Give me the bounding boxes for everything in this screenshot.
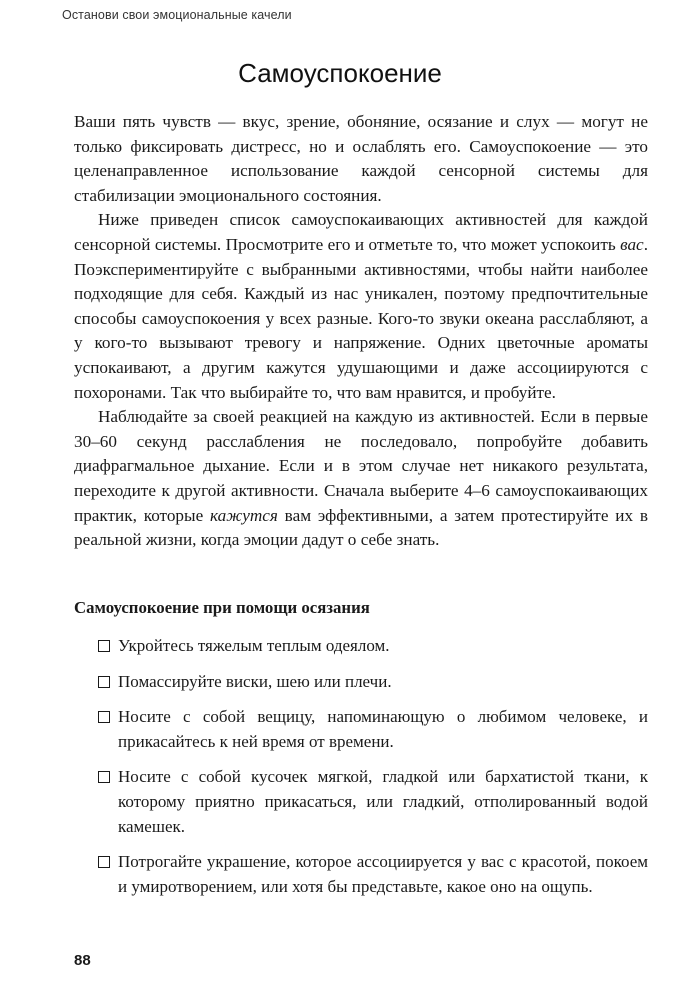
checklist: [96, 634, 648, 910]
paragraph: Наблюдайте за своей реакцией на каждую из активностей. Если в первые 30–60 секунд расслабления не последовало, попробуйте добавить диафрагмальное дыхание. Если и в этом случае нет никакого результата, переходите к другой активности. Сначала выберите 4–6 самоуспокаивающих практик, которые кажутся вам эффективными, а затем протестируйте их в реальной жизни, когда эмоции дадут о себе знать.: [74, 407, 648, 550]
emphasis: вас: [620, 234, 644, 254]
paragraph: Ваши пять чувств — вкус, зрение, обоняние, осязание и слух — могут не только фиксировать дистресс, но и ослаблять его. Самоуспокоение — это целенаправленное использование каждой сенсорной системы для стабилизации эмоционального состояния.: [74, 112, 648, 205]
paragraph: Ниже приведен список самоуспокаивающих активностей для каждой сенсорной системы. Просмотрите его и отметьте то, что может успокоить вас. Поэкспериментируйте с выбранными активностями, чтобы найти наиболее подходящие для себя. Каждый из нас уникален, поэтому предпочтительные способы самоуспокоения у всех разные. Кого-то звуки океана расслабляют, а у кого-то вызывают тревогу и напряжение. Одних цветочные ароматы успокаивают, а другим кажутся удушающими и даже ассоциируются с похоронами. Так что выбирайте то, что вам нравится, и пробуйте.: [74, 210, 648, 402]
checklist-item: Помассируйте виски, шею или плечи.: [96, 670, 648, 695]
checkbox-icon: [98, 676, 110, 688]
subsection-heading: Самоуспокоение при помощи осязания: [74, 598, 370, 617]
checkbox-icon: [98, 771, 110, 783]
section-title: Самоуспокоение: [238, 58, 442, 88]
checklist-item: Потрогайте украшение, которое ассоциируется у вас с красотой, покоем и умиротворением, или хотя бы представьте, какое оно на ощупь.: [96, 850, 648, 899]
page-number: 88: [74, 952, 91, 969]
emphasis: кажутся: [210, 505, 278, 525]
checklist-item: Укройтесь тяжелым теплым одеялом.: [96, 634, 648, 659]
checklist-item: Носите с собой вещицу, напоминающую о любимом человеке, и прикасайтесь к ней время от времени.: [96, 705, 648, 754]
checkbox-icon: [98, 856, 110, 868]
running-header: Останови свои эмоциональные качели: [62, 8, 292, 22]
checkbox-icon: [98, 711, 110, 723]
checklist-item: Носите с собой кусочек мягкой, гладкой или бархатистой ткани, к которому приятно прикасаться, или гладкий, отполированный водой камешек.: [96, 765, 648, 839]
checkbox-icon: [98, 640, 110, 652]
body-text: [74, 110, 648, 553]
